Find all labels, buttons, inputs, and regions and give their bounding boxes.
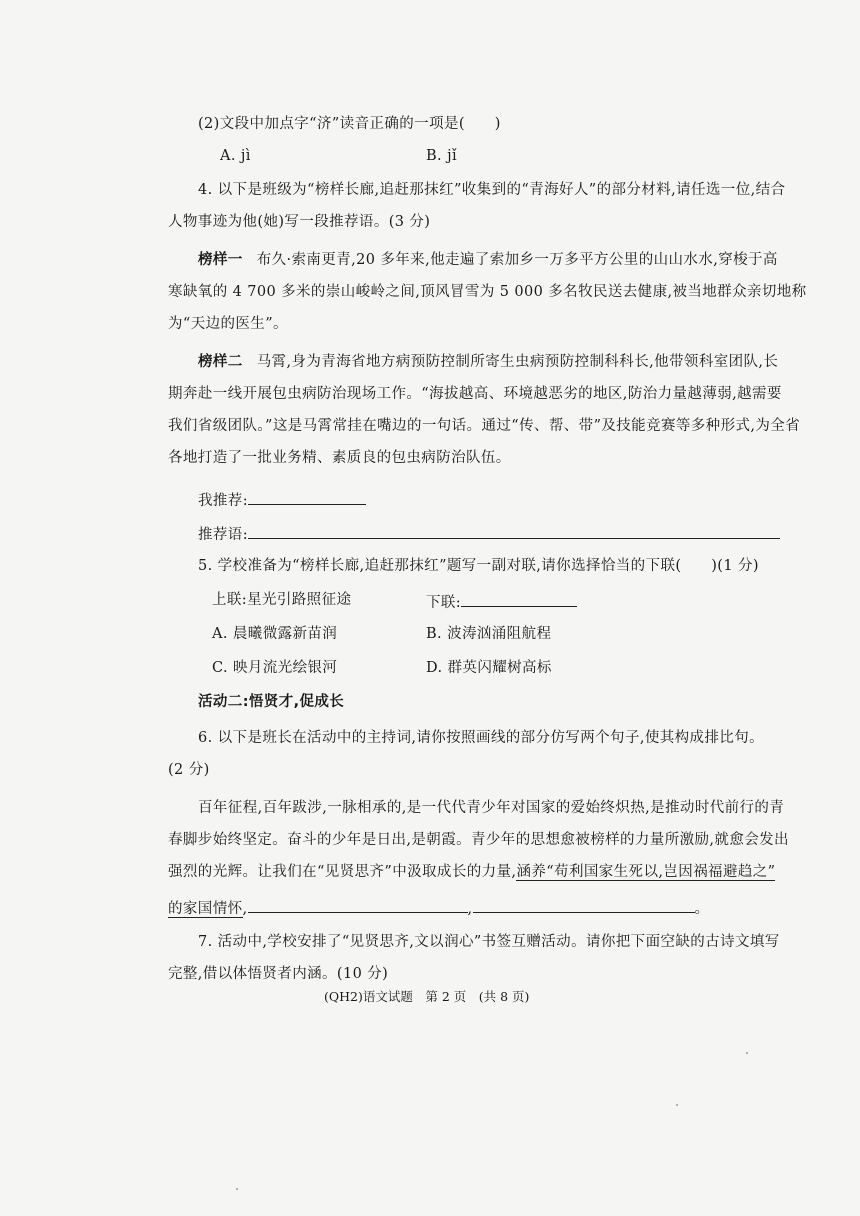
recommend-text-label: 推荐语:	[198, 527, 248, 543]
q5-stem: 5. 学校准备为“榜样长廊,追赶那抹红”题写一副对联,请你选择恰当的下联( )(1 分)	[198, 558, 759, 574]
recommend-blank[interactable]	[248, 488, 366, 505]
scan-speck	[676, 1104, 678, 1106]
model1-line1: 布久·索南更青,20 多年来,他走遍了索加乡一万多平方公里的山山水水,穿梭于高	[256, 252, 778, 268]
activity2-title: 活动二:悟贤才,促成长	[198, 694, 345, 710]
q4-model2	[198, 352, 778, 372]
recommend-text-row	[198, 522, 780, 545]
q6-para-line3-a: 强烈的光辉。让我们在“见贤思齐”中汲取成长的力量,	[168, 864, 517, 880]
q5-lower-label: 下联:	[426, 595, 462, 611]
q6-stem-line2: (2 分)	[168, 762, 210, 778]
q3-part2-option-a: A. jì	[220, 148, 251, 164]
scan-speck	[746, 1052, 748, 1054]
q6-stem-line1: 6. 以下是班长在活动中的主持词,请你按照画线的部分仿写两个句子,使其构成排比句。	[198, 730, 765, 746]
q5-upper: 上联:星光引路照征途	[212, 592, 352, 608]
recommend-label: 我推荐:	[198, 493, 248, 509]
model1-line2: 寒缺氧的 4 700 多米的崇山峻岭之间,顶风冒雪为 5 000 多名牧民送去健康,被当地群众亲切地称	[168, 284, 807, 300]
q6-para-line2: 春脚步始终坚定。奋斗的少年是日出,是朝霞。青少年的思想愈被榜样的力量所激励,就愈会发出	[168, 832, 789, 848]
q6-para-line1: 百年征程,百年跋涉,一脉相承的,是一代代青少年对国家的爱始终炽热,是推动时代前行的青	[198, 800, 785, 816]
q4-stem-line2: 人物事迹为他(她)写一段推荐语。(3 分)	[168, 214, 431, 230]
q6-sep2: ,	[467, 901, 473, 917]
scan-speck	[236, 1188, 238, 1190]
q6-para-line3	[168, 862, 775, 882]
q7-stem-line2: 完整,借以体悟贤者内涵。(10 分)	[168, 966, 389, 982]
model2-line2: 期奔赴一线开展包虫病防治现场工作。“海拔越高、环境越恶劣的地区,防治力量越薄弱,越需要	[168, 386, 782, 402]
q5-option-b: B. 波涛汹涌阻航程	[426, 626, 552, 642]
q6-sep1: ,	[242, 901, 248, 917]
q4-stem-line1: 4. 以下是班级为“榜样长廊,追赶那抹红”收集到的“青海好人”的部分材料,请任选一位,结合	[198, 182, 786, 198]
q4-model1	[198, 250, 778, 270]
recommend-row	[198, 488, 366, 511]
q5-lower-blank[interactable]	[461, 590, 577, 607]
model2-label: 榜样二	[198, 354, 243, 370]
q7-stem-line1: 7. 活动中,学校安排了“见贤思齐,文以润心”书签互赠活动。请你把下面空缺的古诗文填写	[198, 934, 780, 950]
q5-option-d: D. 群英闪耀树高标	[426, 660, 552, 676]
q6-para-line4	[168, 896, 709, 919]
q5-option-c: C. 映月流光绘银河	[212, 660, 338, 676]
q6-blank2[interactable]	[473, 896, 695, 913]
q3-part2-stem: (2)文段中加点字“济”读音正确的一项是( )	[198, 116, 501, 132]
page-footer: (QH2)语文试题 第 2 页 (共 8 页)	[324, 989, 530, 1004]
q6-underlined-part1: 涵养“苟利国家生死以,岂因祸福避趋之”	[516, 864, 776, 880]
q6-blank1[interactable]	[248, 896, 468, 913]
recommend-text-blank[interactable]	[248, 522, 780, 539]
q3-part2-option-b: B. jǐ	[426, 148, 458, 164]
model1-line3: 为“天边的医生”。	[168, 316, 288, 332]
model2-line3: 我们省级团队。”这是马霄常挂在嘴边的一句话。通过“传、帮、带”及技能竞赛等多种形式,为全省	[168, 418, 801, 434]
q5-option-a: A. 晨曦微露新苗润	[212, 626, 338, 642]
q5-lower-row	[426, 590, 577, 613]
model2-line1: 马霄,身为青海省地方病预防控制所寄生虫病预防控制科科长,他带领科室团队,长	[256, 354, 779, 370]
q6-underlined-part2: 的家国情怀	[168, 901, 243, 917]
model1-label: 榜样一	[198, 252, 243, 268]
q6-end: 。	[694, 901, 710, 917]
model2-line4: 各地打造了一批业务精、素质良的包虫病防治队伍。	[168, 450, 511, 466]
